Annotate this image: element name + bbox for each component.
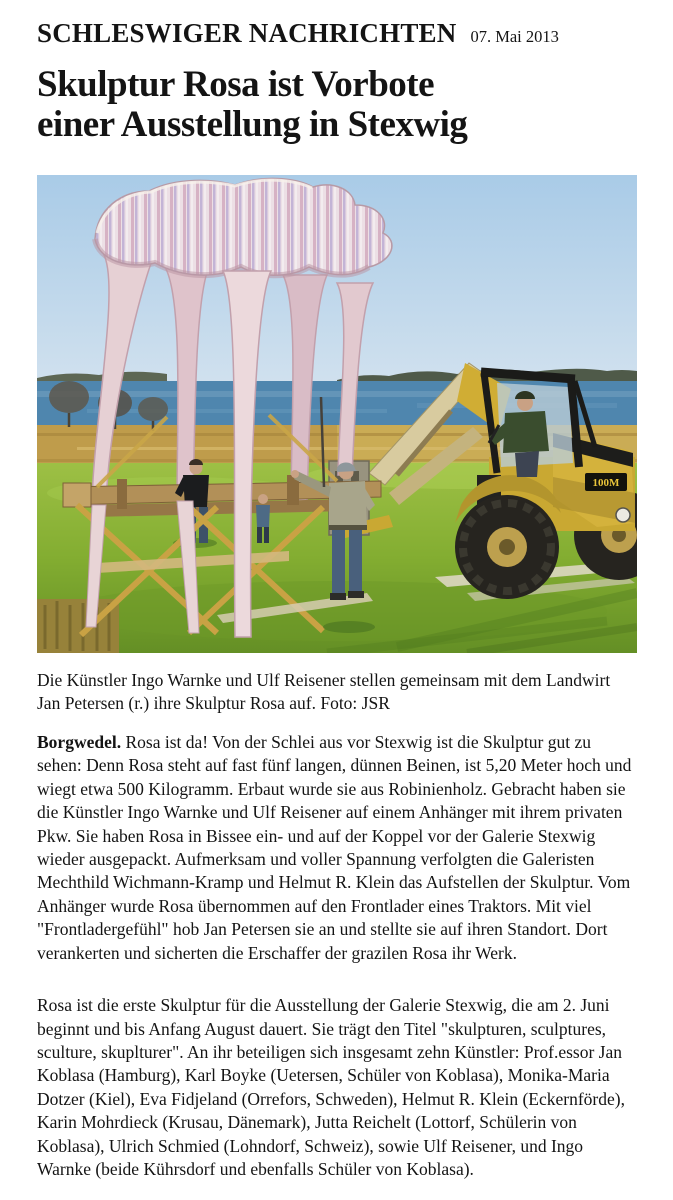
issue-date: 07. Mai 2013 [470, 27, 559, 46]
dateline: Borgwedel. [37, 731, 122, 752]
article-headline [37, 65, 637, 145]
headline-line-1: Skulptur Rosa ist Vorbote [37, 64, 435, 105]
photo-caption: Die Künstler Ingo Warnke und Ulf Reisener stellen gemeinsam mit dem Landwirt Jan Petersen (r.) ihre Skulptur Rosa auf. Foto: JSR [37, 669, 611, 714]
article-photo-figure [37, 175, 637, 716]
loader-model-badge: 100M [592, 476, 620, 489]
article-paragraph-2: Rosa ist die erste Skulptur für die Ausstellung der Galerie Stexwig, die am 2. Juni beginnt und bis Anfang August dauert. Sie trägt den Titel "skulpturen, sculptures, sculture, skuplturer". An ihr beteiligen sich insgesamt zehn Künstler: Prof.essor Jan Koblasa (Hamburg), Karl Boyke (Uetersen, Schüler von Koblasa), Monika-Maria Dotzer (Kiel), Eva Fidjeland (Orrefors, Schweden), Helmut R. Klein (Eckernförde), Karin Mohrdieck (Krusau, Dänemark), Jutta Reichelt (Lottorf, Schülerin von Koblasa), Ulrich Schmied (Lohndorf, Schweiz), sowie Ulf Reisener, und Ingo Warnke (beide Kührsdorf und ebenfalls Schüler von Koblasa). [37, 995, 625, 1180]
headline-line-2: einer Ausstellung in Stexwig [37, 103, 468, 145]
masthead [37, 18, 637, 49]
article-photo [37, 175, 637, 653]
paragraph-1-text: Rosa ist da! Von der Schlei aus vor Stexwig ist die Skulptur gut zu sehen: Denn Rosa steht auf fast fünf langen, dünnen Beinen, ist 5,20 Meter hoch und wiegt etwa 500 Kilogramm. Erbaut wurde sie aus Robinienholz. Gebracht haben sie die Künstler Ingo Warnke und Ulf Reisener auf einem Anhänger mit ihrem privaten Pkw. Sie haben Rosa in Bissee ein- und auf der Koppel vor der Galerie Stexwig wieder ausgepackt. Aufmerksam und voller Spannung verfolgten die Galeristen Mechthild Wichmann-Kramp und Helmut R. Klein das Aufstellen der Skulptur. Vom Anhänger wurde Rosa übernommen auf den Frontlader eines Traktors. Mit viel "Frontladergefühl" hob Jan Petersen sie an und stellte sie auf ihren Standort. Dort verankerten und sicherten die Erschaffer der grazilen Rosa ihr Werk. [37, 731, 632, 963]
newspaper-title: SCHLESWIGER NACHRICHTEN [37, 18, 457, 48]
article-paragraph-1 [37, 731, 637, 965]
